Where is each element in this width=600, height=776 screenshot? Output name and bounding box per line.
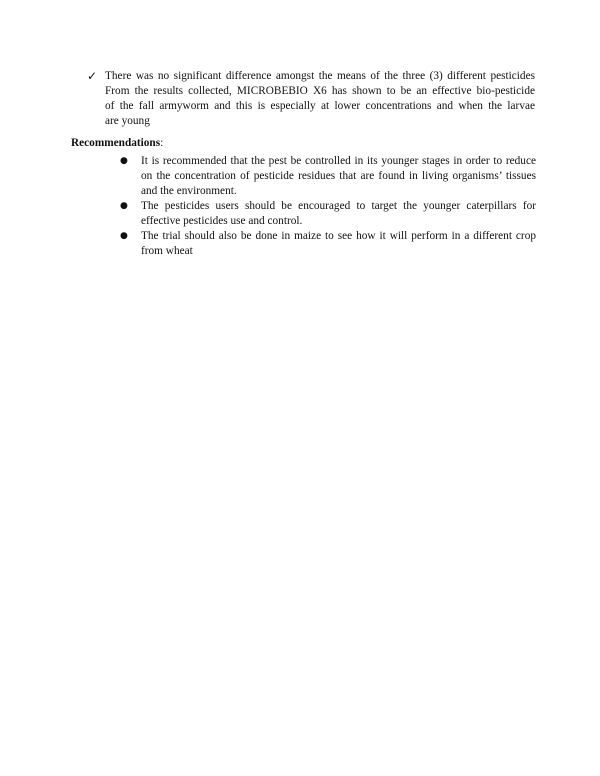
conclusion-line: From the results collected, MICROBEBIO X6 has shown to be an effective bio-pesticide (105, 85, 535, 97)
list-item-line: and the environment. (141, 185, 237, 197)
list-item (118, 154, 536, 199)
conclusion-line: are young (105, 115, 150, 127)
recommendations-heading (71, 136, 163, 151)
list-item-line: effective pesticides use and control. (141, 215, 303, 227)
conclusion-line: There was no significant difference amongst the means of the three (3) different pesticides (105, 70, 535, 82)
list-item-line: The pesticides users should be encouraged to target the younger caterpillars for (141, 200, 536, 212)
recommendations-list (118, 154, 536, 259)
bullet-icon: ● (120, 231, 128, 241)
bullet-icon: ● (120, 156, 128, 166)
recommendations-heading-colon: : (160, 137, 164, 149)
recommendations-heading-text: Recommendations (71, 137, 161, 149)
list-item (118, 229, 536, 259)
list-item-line: It is recommended that the pest be controlled in its younger stages in order to reduce (141, 155, 536, 167)
list-item-line: from wheat (141, 245, 193, 257)
list-item-line: on the concentration of pesticide residues that are found in living organisms’ tissues (141, 170, 536, 182)
list-item-line: The trial should also be done in maize to see how it will perform in a different crop (141, 230, 536, 242)
conclusion-text (105, 69, 535, 129)
bullet-icon: ● (120, 201, 128, 211)
conclusion-line: of the fall armyworm and this is especially at lower concentrations and when the larvae (105, 100, 535, 112)
checkmark-icon: ✓ (87, 69, 98, 83)
list-item (118, 199, 536, 229)
